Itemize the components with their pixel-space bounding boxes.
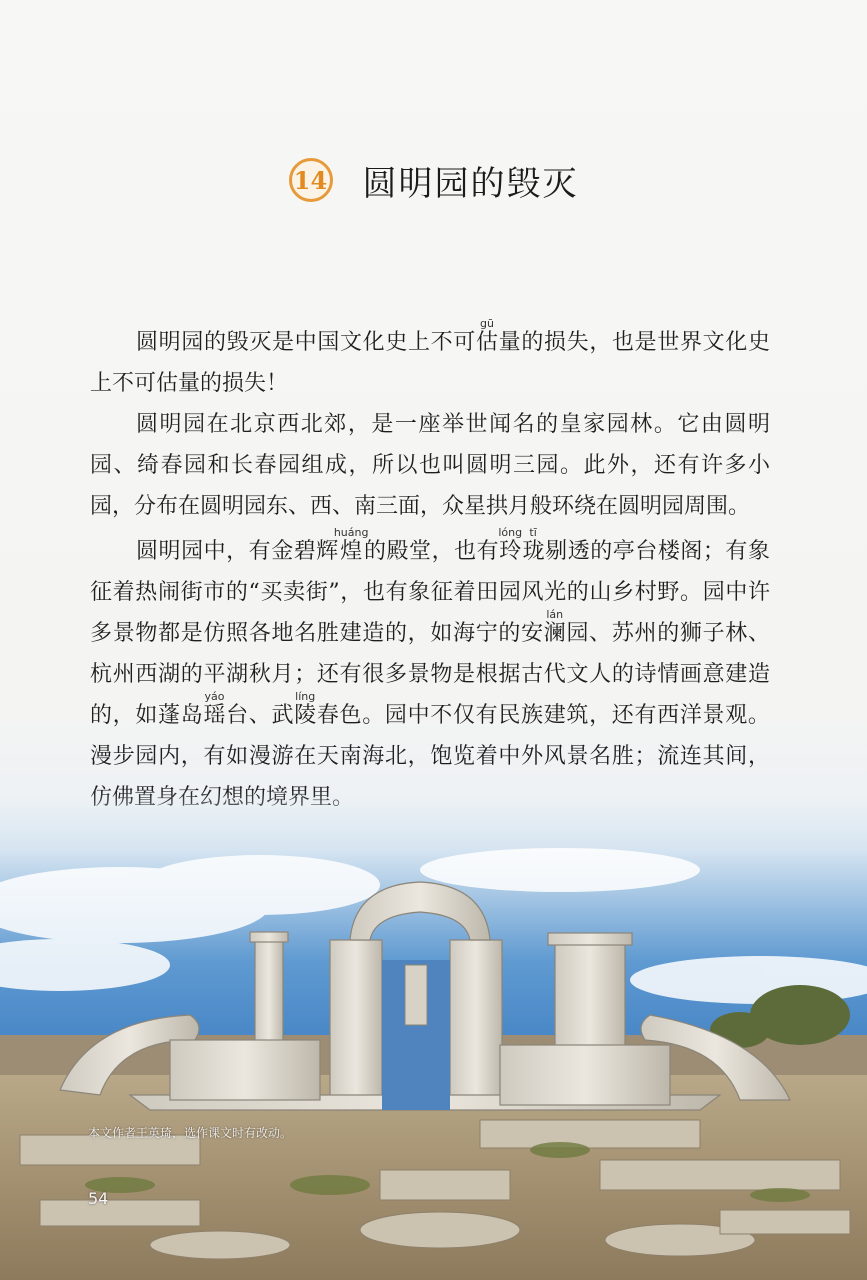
pinyin-annotation: 估gū — [475, 317, 499, 355]
lesson-header — [0, 154, 867, 206]
pinyin-annotation: 玲lóng — [498, 526, 523, 564]
pinyin-annotation: 煌huáng — [333, 526, 369, 564]
lesson-title: 圆明园的毁灭 — [362, 163, 579, 204]
pinyin-annotation: 澜lán — [543, 608, 567, 646]
ruins-photo — [0, 790, 867, 1280]
text-run: 台、武 — [226, 703, 295, 728]
text-run: 量的损失，也是世界文化史上不可估量的损失！ — [90, 330, 770, 396]
page-number: 54 — [88, 1189, 109, 1208]
text-run: 园、苏州的狮子林、杭州西湖的平湖秋月；还有很多景物是根据古代文人的诗情画意建造的，如蓬岛 — [90, 621, 770, 728]
text-run: 圆明园的毁灭是中国文化史上不可 — [136, 330, 476, 355]
pinyin-annotation: 珑tī — [522, 526, 546, 564]
text-run: 的殿堂，也有 — [363, 539, 500, 564]
pinyin-annotation: 陵líng — [294, 690, 317, 728]
text-run: 剔透的亭台楼阁；有象征着热闹街市的“买卖街”，也有象征着田园风光的山乡村野。园中许多景物都是仿照各地名胜建造的，如海宁的安 — [90, 539, 770, 646]
paragraph-3 — [90, 527, 770, 818]
pinyin-annotation: 瑶yáo — [203, 690, 227, 728]
paragraph-2: 圆明园在北京西北郊，是一座举世闻名的皇家园林。它由圆明园、绮春园和长春园组成，所以也叫圆明三园。此外，还有许多小园，分布在圆明园东、西、南三面，众星拱月般环绕在圆明园周围。 — [90, 412, 770, 519]
paragraph-1 — [90, 318, 770, 404]
lesson-body — [90, 318, 770, 818]
lesson-number-badge: 14 — [289, 158, 333, 202]
text-run: 春色。园中不仅有民族建筑，还有西洋景观。漫步园内，有如漫游在天南海北，饱览着中外风景名胜；流连其间， — [90, 703, 770, 769]
text-run: 圆明园中，有金碧辉 — [136, 539, 339, 564]
author-credit: 本文作者王英琦，选作课文时有改动。 — [88, 1126, 293, 1140]
